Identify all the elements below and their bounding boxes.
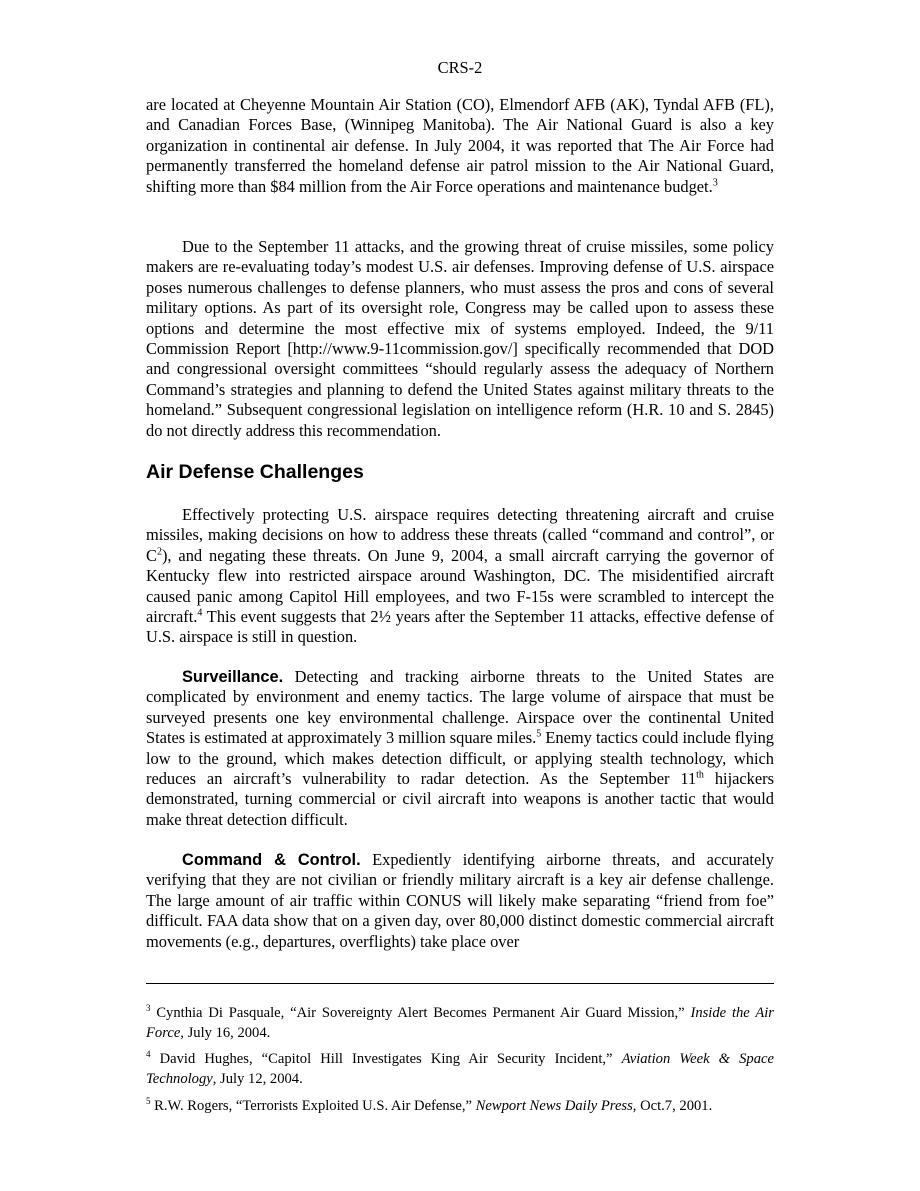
- footnote-ref-5: 5: [536, 728, 542, 740]
- footnote-3-publication: Inside the Air Force,: [146, 1005, 774, 1041]
- superscript-2: 2: [156, 546, 162, 558]
- paragraph-4-text-a: Detecting and tracking airborne threats to the United States are complicated by environment and enemy tactics. The large volume of airspace that must be surveyed presents one key environmental challenge. Airspace over the continental United States is estimated at approximately 3 million square miles.: [146, 667, 774, 748]
- superscript-th: th: [696, 769, 704, 781]
- paragraph-3-text-a: Effectively protecting U.S. airspace requires detecting threatening aircraft and cruise missiles, making decisions on how to address these threats (called “command and control”, or C: [146, 505, 774, 565]
- footnote-4-publication: Aviation Week & Space Technology: [146, 1051, 774, 1087]
- footnote-3-number: 3: [146, 1003, 151, 1014]
- footnote-5-text-a: R.W. Rogers, “Terrorists Exploited U.S. Air Defense,”: [150, 1098, 476, 1114]
- footnote-4-text-b: , July 12, 2004.: [212, 1070, 303, 1087]
- footnote-4-text-a: David Hughes, “Capitol Hill Investigates King Air Security Incident,”: [150, 1051, 622, 1067]
- footnote-divider: [146, 983, 774, 984]
- paragraph-5-text: Expediently identifying airborne threats, and accurately verifying that they are not civilian or friendly military aircraft is a key air defense challenge. The large amount of air traffic within CONUS will likely make separating “friend from foe” difficult. FAA data show that on a given day, over 80,000 distinct domestic commercial aircraft movements (e.g., departures, overflights) take place over: [146, 850, 774, 951]
- paragraph-surveillance: [146, 667, 774, 830]
- footnote-3-text-b: July 16, 2004.: [183, 1024, 271, 1041]
- footnote-3-text-a: Cynthia Di Pasquale, “Air Sovereignty Alert Becomes Permanent Air Guard Mission,”: [150, 1005, 691, 1021]
- footnote-4: [146, 1050, 774, 1089]
- section-heading: Air Defense Challenges: [146, 461, 364, 483]
- paragraph-3: [146, 505, 774, 648]
- footnote-ref-3: 3: [712, 177, 718, 189]
- runin-heading-command-control: Command & Control.: [182, 851, 361, 869]
- footnote-5-number: 5: [146, 1096, 151, 1107]
- runin-heading-surveillance: Surveillance.: [182, 668, 284, 686]
- paragraph-1-text: are located at Cheyenne Mountain Air Station (CO), Elmendorf AFB (AK), Tyndal AFB (FL), and Canadian Forces Base, (Winnipeg Manitoba). The Air National Guard is also a key organization in continental air defense. In July 2004, it was reported that The Air Force had permanently transferred the homeland defense air patrol mission to the Air National Guard, shifting more than $84 million from the Air Force operations and maintenance budget.: [146, 95, 774, 196]
- paragraph-4-text-c: hijackers demonstrated, turning commercial or civil aircraft into weapons is another tactic that would make threat detection difficult.: [146, 769, 774, 829]
- paragraph-2: Due to the September 11 attacks, and the growing threat of cruise missiles, some policy makers are re-evaluating today’s modest U.S. air defenses. Improving defense of U.S. airspace poses numerous challenges to defense planners, who must assess the pros and cons of several military options. As part of its oversight role, Congress may be called upon to assess these options and determine the most effective mix of systems employed. Indeed, the 9/11 Commission Report [http://www.9-11commission.gov/] specifically recommended that DOD and congressional oversight committees “should regularly assess the adequacy of Northern Command’s strategies and planning to defend the United States against military threats to the homeland.” Subsequent congressional legislation on intelligence reform (H.R. 10 and S. 2845) do not directly address this recommendation.: [146, 237, 774, 440]
- paragraph-3-text-b: ), and negating these threats. On June 9, 2004, a small aircraft carrying the governor of Kentucky flew into restricted airspace around Washington, DC. The misidentified aircraft caused panic among Capitol Hill employees, and two F-15s were scrambled to intercept the aircraft.: [146, 545, 774, 627]
- footnote-ref-4: 4: [197, 607, 203, 619]
- footnote-5-publication: Newport News Daily Press,: [475, 1098, 637, 1114]
- page-header: CRS-2: [437, 58, 483, 77]
- paragraph-1: [146, 95, 774, 197]
- paragraph-command-control: [146, 850, 774, 952]
- footnote-5-text-b: Oct.7, 2001.: [636, 1098, 713, 1114]
- paragraph-4-text-b: Enemy tactics could include flying low to the ground, which makes detection difficult, or applying stealth technology, which reduces an aircraft’s vulnerability to radar detection. As the September 11: [146, 728, 774, 789]
- footnote-3: [146, 1004, 774, 1043]
- paragraph-3-text-c: This event suggests that 2½ years after the September 11 attacks, effective defense of U.S. airspace is still in question.: [146, 607, 774, 647]
- footnote-5: [146, 1097, 774, 1117]
- footnote-4-number: 4: [146, 1049, 151, 1060]
